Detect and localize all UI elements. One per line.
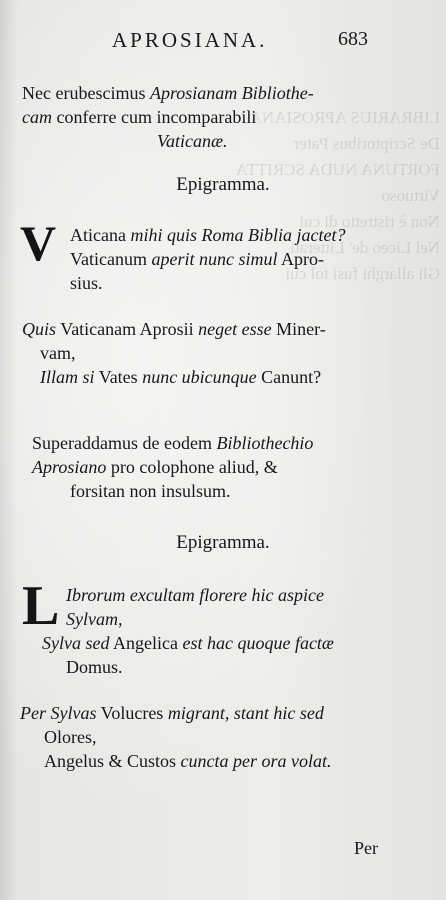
intro-line-3: Vaticanæ. <box>157 131 228 151</box>
epigram-1-line-2: Vaticanum aperit nunc simul Apro- <box>70 249 324 269</box>
epigram-1-line-4: Quis Vaticanam Aprosii neget esse Miner- <box>22 319 326 339</box>
epigram-2-line-4: Domus. <box>66 657 123 677</box>
page-number: 683 <box>338 28 368 50</box>
epigram-2-line-3: Sylva sed Angelica est hac quoque factæ <box>42 633 334 653</box>
show-through-texture: LIBRARIUS APROSIANA De Scriptoribus Pater FORTUNA NUDA SCRITTA Virtuoso Non è ristretto di cui Nel Liceo de' Litterati Gli allarghi fusi tol cui <box>235 108 440 283</box>
superaddamus-line-1: Superaddamus de eodem Bibliothechio <box>32 433 314 453</box>
intro-line-1: Nec erubescimus Aprosianam Bibliothe- <box>22 83 314 103</box>
running-head-title: APROSIANA. <box>112 28 268 52</box>
epigram-2-line-6: Olores, <box>44 727 97 747</box>
epigram-2-line-7: Angelus & Custos cuncta per ora volat. <box>44 751 332 771</box>
epigram-1-line-3: sius. <box>70 273 103 293</box>
epigram-1-heading: Epigramma. <box>176 174 270 195</box>
epigram-2-line-2: Sylvam, <box>66 609 123 629</box>
epigram-1-line-6: Illam si Vates nunc ubicunque Canunt? <box>40 367 322 387</box>
catchword: Per <box>354 838 378 858</box>
superaddamus-line-3: forsitan non insulsum. <box>70 481 231 501</box>
epigram-1-line-1: Aticana mihi quis Roma Biblia jactet? <box>70 225 346 245</box>
drop-cap-l: L <box>22 575 60 637</box>
running-head <box>0 22 446 52</box>
epigram-2-line-5: Per Sylvas Volucres migrant, stant hic sed <box>20 703 324 723</box>
drop-cap-v: V <box>20 215 57 271</box>
superaddamus-line-2: Aprosiano pro colophone aliud, & <box>32 457 278 477</box>
intro-line-2: cam conferre cum incomparabili <box>22 107 257 127</box>
epigram-1-line-5: vam, <box>40 343 76 363</box>
epigram-2-line-1: Ibrorum excultam florere hic aspice <box>66 585 324 605</box>
epigram-2-heading: Epigramma. <box>176 532 270 553</box>
